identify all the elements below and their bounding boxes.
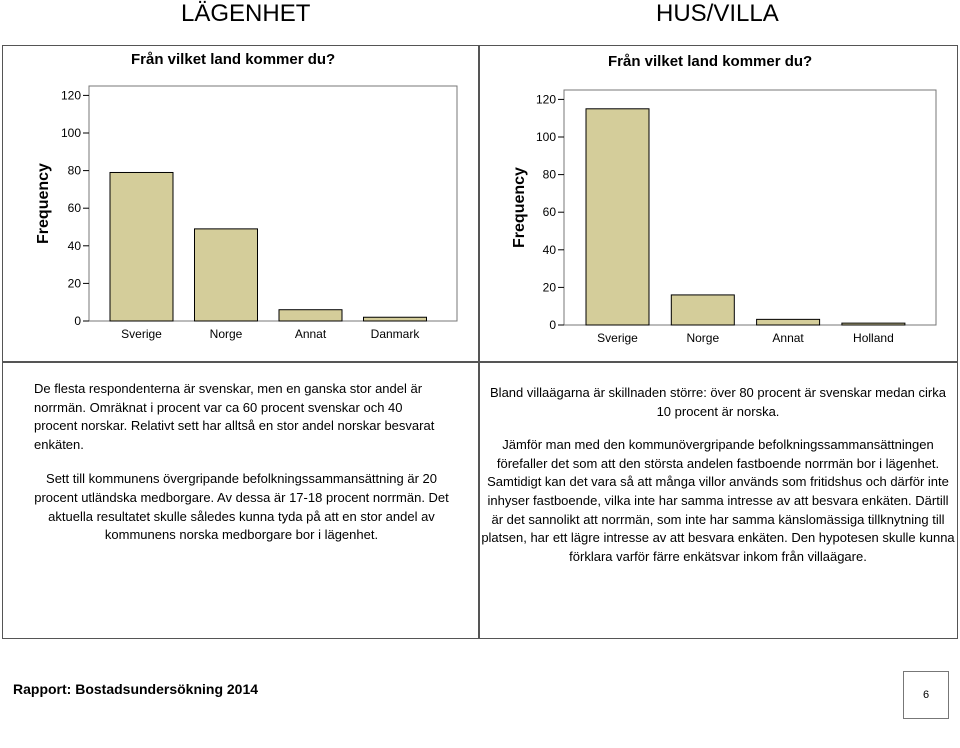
y-tick-label: 60 [67,201,81,216]
page-number: 6 [903,671,949,719]
y-tick-label: 120 [60,88,81,103]
x-tick-label: Sverige [121,327,162,341]
right-paragraph-2: Jämför man med den kommunövergripande befolkningssammansättningen förefaller det som att den största andelen fastboende norrmän bor i lägenhet. Samtidigt kan det vara så att många villor används som fritidshus och därför inte inhyser fastboende, vilka inte har samma intresse av att besvara enkäten. Därtill är det sannolikt att norrmän, som inte har samma känslomässiga tillknytning till platsen, har ett lägre intresse av att besvara enkäten. Den hypotesen skulle kunna förklara varför färre enkätsvar inkom från villaägare. [481,437,955,564]
left-text [34,380,449,561]
bar-norge [195,229,258,321]
bar-chart-right [480,0,960,362]
x-tick-label: Danmark [370,327,420,341]
y-tick-label: 0 [74,314,81,328]
bar-annat [757,319,820,325]
bar-sverige [586,109,649,325]
y-tick-label: 40 [67,238,81,253]
right-paragraph-1: Bland villaägarna är skillnaden större: över 80 procent är svenskar medan cirka 10 procent är norska. [490,385,946,419]
y-tick-label: 80 [542,167,556,182]
bar-norge [671,295,734,325]
y-tick-label: 80 [67,163,81,178]
bar-sverige [110,172,173,321]
heading-hus-villa: HUS/VILLA [656,0,779,27]
x-tick-label: Holland [853,331,894,345]
y-axis-label: Frequency [511,167,528,248]
y-tick-label: 40 [542,242,556,257]
chart-title-left: Från vilket land kommer du? [131,51,336,68]
y-tick-label: 0 [549,318,556,332]
chart-title-right: Från vilket land kommer du? [608,53,813,70]
x-tick-label: Annat [294,327,327,341]
y-tick-label: 20 [67,276,81,291]
heading-lagenhet: LÄGENHET [181,0,311,27]
left-paragraph-1: De flesta respondenterna är svenskar, men en ganska stor andel är norrmän. Omräknat i procent var ca 60 procent svenskar och 40 procent norskar. Relativt sett har alltså en stor andel norskar besvarat enkäten. [34,381,435,452]
y-tick-label: 100 [535,130,556,144]
x-tick-label: Norge [209,327,243,341]
y-tick-label: 120 [535,92,556,107]
right-text [481,384,955,581]
left-paragraph-2: Sett till kommunens övergripande befolkningssammansättning är 20 procent utländska medborgare. Av dessa är 17-18 procent norrmän. Det aktuella resultatet skulle således kunna tyda på att en stor andel av kommunens norska medborgare bor i lägenhet. [34,471,449,543]
bar-chart-left [0,0,480,362]
x-tick-label: Norge [686,331,720,345]
y-tick-label: 20 [542,280,556,295]
bar-danmark [364,317,427,321]
x-tick-label: Annat [772,331,804,345]
y-axis-label: Frequency [35,163,52,244]
x-tick-label: Sverige [597,331,638,345]
y-tick-label: 60 [542,205,556,220]
report-title: Rapport: Bostadsundersökning 2014 [13,681,259,697]
bar-annat [279,310,342,321]
y-tick-label: 100 [60,126,81,140]
bar-holland [842,323,905,325]
